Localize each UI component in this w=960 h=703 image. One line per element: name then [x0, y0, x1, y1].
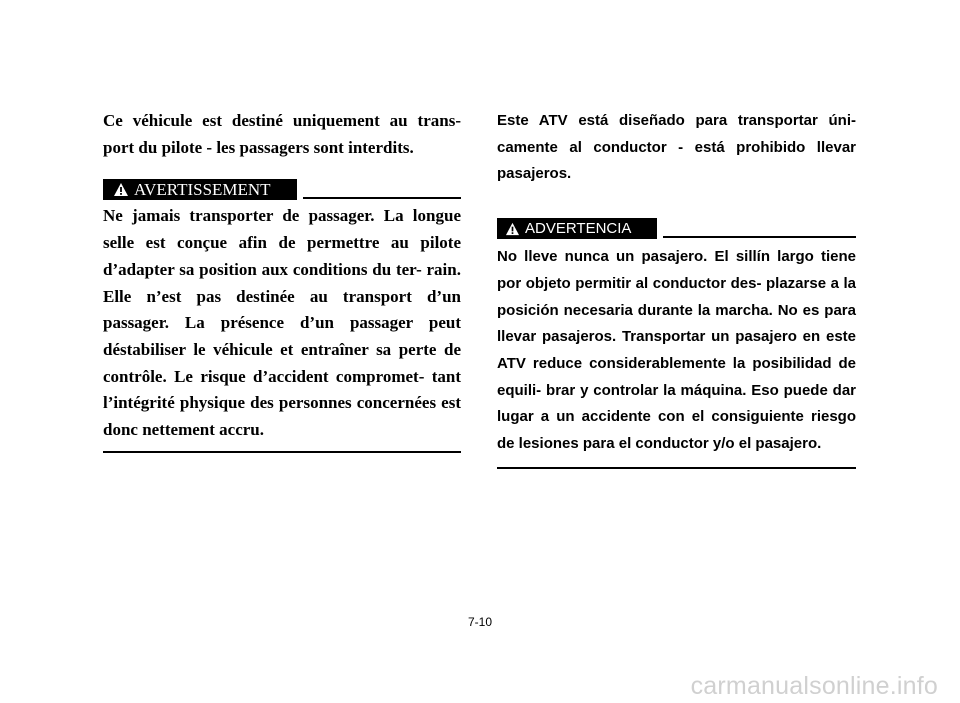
spanish-warning-header: [497, 218, 856, 239]
spanish-warning-badge: [497, 218, 657, 239]
page-number: 7-10: [467, 615, 493, 629]
french-warning-label: AVERTISSEMENT: [134, 179, 271, 199]
spanish-bottom-rule: [497, 467, 856, 469]
spanish-warning-rule: [663, 236, 856, 238]
french-warning-text: Ne jamais transporter de passager. La longue selle est conçue afin de permettre au pilote d’adapter sa position aux conditions du ter- rain. Elle n’est pas destinée au transport d’un passager. La présence d’un passager peut déstabiliser le véhicule et entraîner sa perte de contrôle. Le risque d’accident compromet- tant l’intégrité physique des personnes concernées est donc nettement accru.: [103, 206, 461, 440]
spanish-column: [497, 108, 856, 469]
french-warning-rule: [303, 197, 461, 199]
french-warning-header: [103, 179, 461, 200]
spanish-warning-text: No lleve nunca un pasajero. El sillín largo tiene por objeto permitir al conductor des- plazarse a la posición necesaria durante la marcha. No es para llevar pasajeros. Transportar un pasajero en este ATV reduce considerablemente la posibilidad de equili- brar y controlar la máquina. Eso puede dar lugar a un accidente con el consiguiente riesgo de lesiones para el conductor y/o el pasajero.: [497, 248, 856, 453]
french-warning-badge: [103, 179, 297, 200]
spanish-warning-label: ADVERTENCIA: [525, 220, 632, 238]
french-intro: Ce véhicule est destiné uniquement au trans- port du pilote - les passagers sont interdits.: [103, 111, 461, 157]
warning-triangle-icon: [113, 182, 129, 197]
watermark: carmanualsonline.info: [690, 672, 938, 700]
french-column: [103, 108, 461, 453]
warning-triangle-icon: [505, 222, 520, 236]
french-bottom-rule: [103, 451, 461, 453]
spanish-intro: Este ATV está diseñado para transportar úni- camente al conductor - está prohibido llevar pasajeros.: [497, 112, 856, 183]
